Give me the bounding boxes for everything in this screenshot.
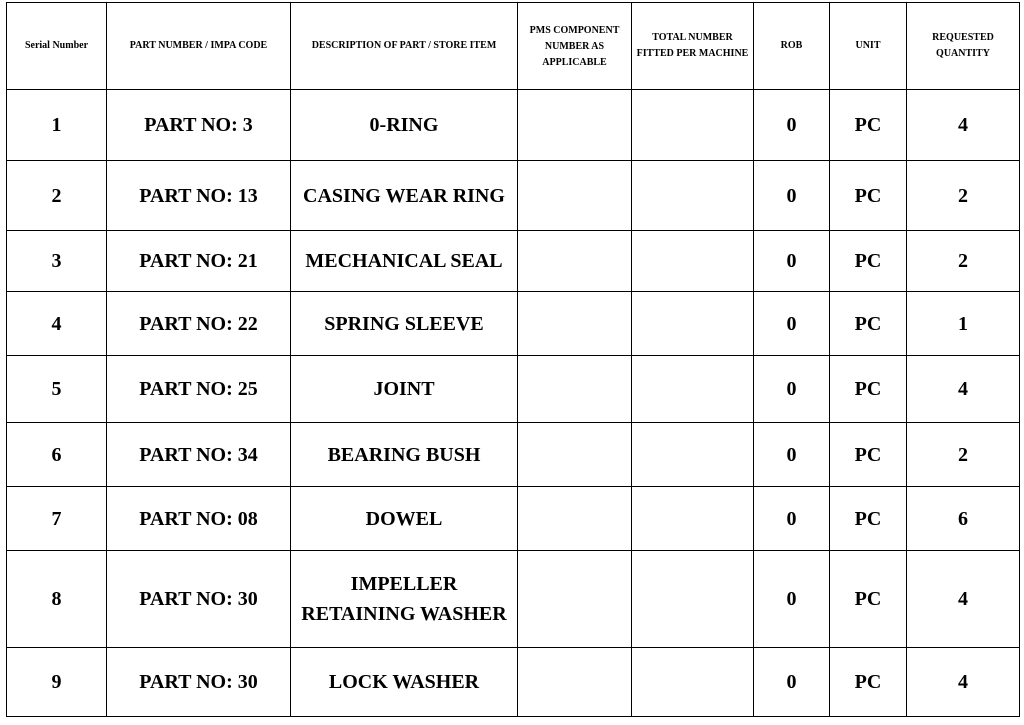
cell-total-fitted — [632, 161, 754, 231]
cell-description: DOWEL — [291, 487, 518, 551]
cell-description: CASING WEAR RING — [291, 161, 518, 231]
cell-pms — [518, 356, 632, 423]
cell-unit: PC — [830, 231, 907, 292]
cell-unit: PC — [830, 292, 907, 356]
cell-pms — [518, 231, 632, 292]
cell-pms — [518, 487, 632, 551]
cell-part-number: PART NO: 30 — [107, 551, 291, 648]
header-description: DESCRIPTION OF PART / STORE ITEM — [291, 3, 518, 90]
cell-rob: 0 — [754, 423, 830, 487]
cell-pms — [518, 423, 632, 487]
cell-requested-quantity: 4 — [907, 551, 1020, 648]
cell-description: SPRING SLEEVE — [291, 292, 518, 356]
header-pms-component: PMS COMPONENT NUMBER AS APPLICABLE — [518, 3, 632, 90]
cell-serial: 3 — [7, 231, 107, 292]
cell-serial: 8 — [7, 551, 107, 648]
cell-total-fitted — [632, 292, 754, 356]
cell-requested-quantity: 2 — [907, 423, 1020, 487]
header-rob: ROB — [754, 3, 830, 90]
cell-pms — [518, 292, 632, 356]
table-row — [7, 231, 1020, 292]
cell-pms — [518, 90, 632, 161]
requisition-table — [6, 2, 1020, 717]
cell-rob: 0 — [754, 648, 830, 717]
cell-description: BEARING BUSH — [291, 423, 518, 487]
cell-serial: 4 — [7, 292, 107, 356]
cell-pms — [518, 648, 632, 717]
cell-rob: 0 — [754, 292, 830, 356]
cell-unit: PC — [830, 161, 907, 231]
cell-total-fitted — [632, 423, 754, 487]
cell-description: 0-RING — [291, 90, 518, 161]
cell-total-fitted — [632, 487, 754, 551]
table-row — [7, 648, 1020, 717]
cell-part-number: PART NO: 21 — [107, 231, 291, 292]
cell-total-fitted — [632, 648, 754, 717]
cell-rob: 0 — [754, 161, 830, 231]
table-row — [7, 551, 1020, 648]
cell-rob: 0 — [754, 487, 830, 551]
header-row — [7, 3, 1020, 90]
header-serial-number: Serial Number — [7, 3, 107, 90]
cell-part-number: PART NO: 13 — [107, 161, 291, 231]
cell-pms — [518, 551, 632, 648]
cell-rob: 0 — [754, 356, 830, 423]
cell-rob: 0 — [754, 231, 830, 292]
cell-part-number: PART NO: 3 — [107, 90, 291, 161]
cell-pms — [518, 161, 632, 231]
cell-part-number: PART NO: 08 — [107, 487, 291, 551]
header-requested-quantity: REQUESTED QUANTITY — [907, 3, 1020, 90]
cell-serial: 9 — [7, 648, 107, 717]
table-row — [7, 292, 1020, 356]
cell-unit: PC — [830, 90, 907, 161]
cell-part-number: PART NO: 25 — [107, 356, 291, 423]
cell-unit: PC — [830, 423, 907, 487]
table-row — [7, 487, 1020, 551]
cell-requested-quantity: 2 — [907, 231, 1020, 292]
header-part-number: PART NUMBER / IMPA CODE — [107, 3, 291, 90]
table-row — [7, 90, 1020, 161]
cell-part-number: PART NO: 22 — [107, 292, 291, 356]
table-header — [7, 3, 1020, 90]
cell-description: MECHANICAL SEAL — [291, 231, 518, 292]
header-unit: UNIT — [830, 3, 907, 90]
table-row — [7, 423, 1020, 487]
cell-total-fitted — [632, 551, 754, 648]
cell-unit: PC — [830, 551, 907, 648]
cell-rob: 0 — [754, 90, 830, 161]
cell-part-number: PART NO: 34 — [107, 423, 291, 487]
cell-requested-quantity: 2 — [907, 161, 1020, 231]
cell-requested-quantity: 4 — [907, 648, 1020, 717]
cell-description: IMPELLER RETAINING WASHER — [291, 551, 518, 648]
cell-serial: 5 — [7, 356, 107, 423]
cell-unit: PC — [830, 648, 907, 717]
cell-unit: PC — [830, 356, 907, 423]
table-body — [7, 90, 1020, 717]
table-row — [7, 161, 1020, 231]
cell-serial: 1 — [7, 90, 107, 161]
cell-serial: 6 — [7, 423, 107, 487]
cell-total-fitted — [632, 90, 754, 161]
cell-serial: 2 — [7, 161, 107, 231]
cell-serial: 7 — [7, 487, 107, 551]
cell-total-fitted — [632, 356, 754, 423]
cell-unit: PC — [830, 487, 907, 551]
cell-total-fitted — [632, 231, 754, 292]
cell-description: JOINT — [291, 356, 518, 423]
cell-requested-quantity: 6 — [907, 487, 1020, 551]
header-total-fitted: TOTAL NUMBER FITTED PER MACHINE — [632, 3, 754, 90]
cell-rob: 0 — [754, 551, 830, 648]
table-row — [7, 356, 1020, 423]
cell-requested-quantity: 1 — [907, 292, 1020, 356]
cell-requested-quantity: 4 — [907, 356, 1020, 423]
cell-requested-quantity: 4 — [907, 90, 1020, 161]
cell-part-number: PART NO: 30 — [107, 648, 291, 717]
cell-description: LOCK WASHER — [291, 648, 518, 717]
